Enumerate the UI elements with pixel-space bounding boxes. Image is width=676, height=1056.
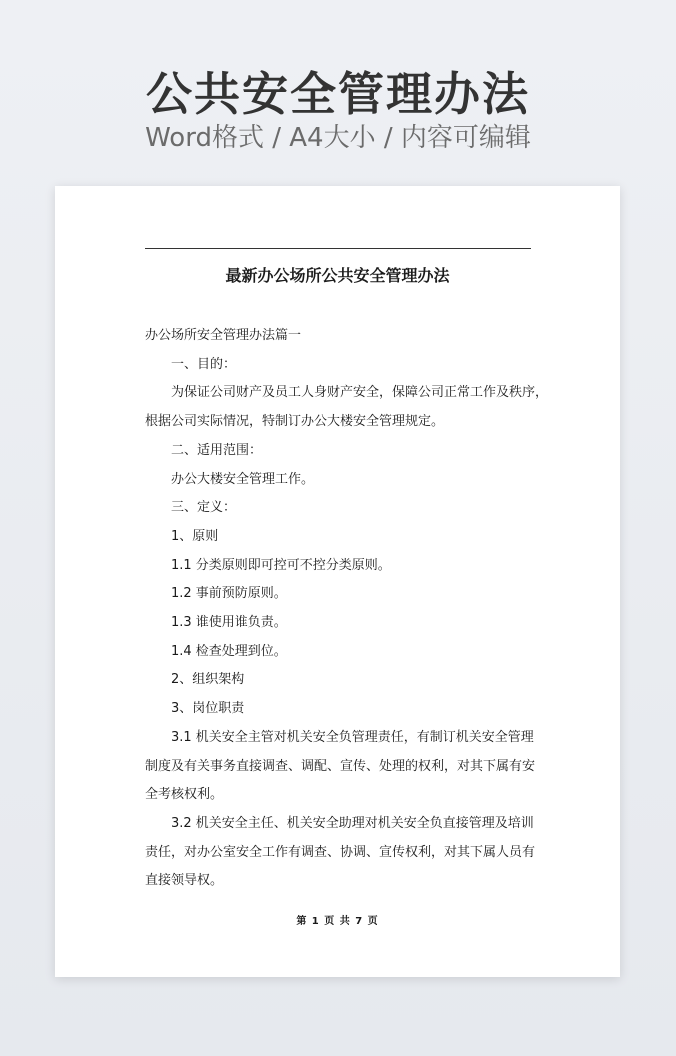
paragraph: 1.1 分类原则即可控可不控分类原则。 — [171, 557, 391, 573]
paragraph: 制度及有关事务直接调查、调配、宣传、处理的权利，对其下属有安 — [145, 758, 536, 774]
paragraph: 全考核权利。 — [145, 787, 224, 803]
paragraph: 2、组织架构 — [171, 672, 245, 688]
paragraph: 3、岗位职责 — [171, 701, 245, 717]
paragraph: 责任，对办公室安全工作有调查、协调、宣传权利，对其下属人员有 — [145, 844, 536, 860]
paragraph: 1、原则 — [171, 528, 219, 544]
banner-title: 公共安全管理办法 — [146, 67, 530, 121]
paragraph: 3.1 机关安全主管对机关安全负管理责任，有制订机关安全管理 — [171, 729, 534, 745]
banner-subtitle: Word格式 / A4大小 / 内容可编辑 — [145, 123, 531, 153]
paragraph: 根据公司实际情况，特制订办公大楼安全管理规定。 — [145, 414, 445, 430]
paragraph: 为保证公司财产及员工人身财产安全，保障公司正常工作及秩序， — [171, 385, 549, 401]
paragraph: 办公大楼安全管理工作。 — [171, 471, 315, 487]
paragraph: 三、定义： — [171, 500, 237, 516]
header-rule — [145, 248, 531, 249]
paragraph: 二、适用范围： — [171, 442, 263, 458]
page-number-footer: 第 1 页 共 7 页 — [296, 916, 379, 927]
document-page — [55, 186, 620, 977]
paragraph: 1.3 谁使用谁负责。 — [171, 615, 287, 631]
paragraph: 一、目的： — [171, 356, 237, 372]
paragraph: 1.2 事前预防原则。 — [171, 586, 287, 602]
document-title: 最新办公场所公共安全管理办法 — [225, 266, 450, 285]
section-heading: 办公场所安全管理办法篇一 — [145, 328, 302, 343]
paragraph: 直接领导权。 — [145, 873, 224, 889]
paragraph: 3.2 机关安全主任、机关安全助理对机关安全负直接管理及培训 — [171, 815, 534, 831]
document-body — [145, 322, 549, 896]
paragraph: 1.4 检查处理到位。 — [171, 643, 287, 659]
